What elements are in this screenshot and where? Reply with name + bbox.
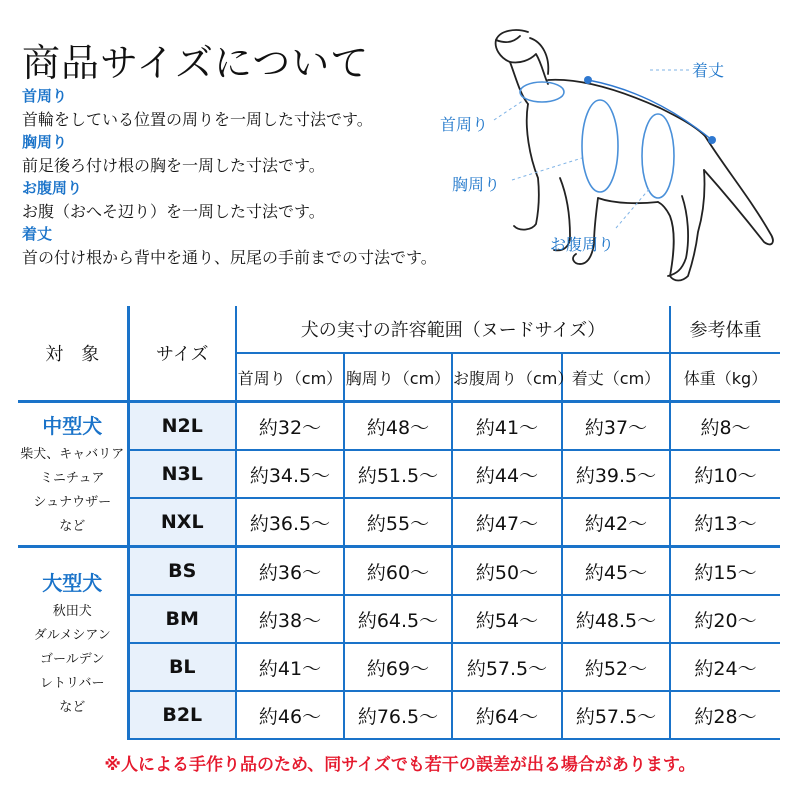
value-cell: 約38〜 [236,595,344,643]
size-cell: BL [128,643,236,691]
value-cell: 約8〜 [670,402,780,451]
header-tolerance: 犬の実寸の許容範囲（ヌードサイズ） [236,306,670,353]
header-size: サイズ [128,306,236,402]
table-row [18,547,780,596]
value-cell: 約37〜 [562,402,670,451]
value-cell: 約28〜 [670,691,780,739]
value-cell: 約76.5〜 [344,691,452,739]
col-belly: お腹周り（cm） [452,353,562,402]
value-cell: 約42〜 [562,498,670,547]
value-cell: 約32〜 [236,402,344,451]
col-length: 着丈（cm） [562,353,670,402]
table-row [18,643,780,691]
value-cell: 約46〜 [236,691,344,739]
size-cell: NXL [128,498,236,547]
table-row [18,402,780,451]
def-text-belly: お腹（おへそ辺り）を一周した寸法です。 [22,202,325,221]
value-cell: 約20〜 [670,595,780,643]
value-cell: 約34.5〜 [236,450,344,498]
col-weight: 体重（kg） [670,353,780,402]
size-cell: N2L [128,402,236,451]
value-cell: 約50〜 [452,547,562,596]
group-medium [18,402,128,547]
value-cell: 約55〜 [344,498,452,547]
value-cell: 約64.5〜 [344,595,452,643]
table-row [18,595,780,643]
value-cell: 約15〜 [670,547,780,596]
def-heading-length: 着丈 [22,225,53,243]
size-cell: BM [128,595,236,643]
group-breed: ミニチュア [39,470,105,486]
value-cell: 約44〜 [452,450,562,498]
size-cell: BS [128,547,236,596]
value-cell: 約10〜 [670,450,780,498]
dog-illustration [420,18,800,298]
label-chest: 胸周り [452,175,501,194]
label-belly: お腹周り [550,235,615,254]
group-breed: ダルメシアン [33,628,111,643]
label-neck: 首周り [440,115,489,134]
group-breed: など [59,700,86,715]
def-text-chest: 前足後ろ付け根の胸を一周した寸法です。 [22,156,325,175]
value-cell: 約64〜 [452,691,562,739]
group-name: 中型犬 [42,413,103,438]
value-cell: 約57.5〜 [452,643,562,691]
value-cell: 約47〜 [452,498,562,547]
value-cell: 約13〜 [670,498,780,547]
table-row [18,450,780,498]
label-length: 着丈 [692,61,725,80]
dog-diagram [420,18,800,298]
value-cell: 約39.5〜 [562,450,670,498]
group-breed: レトリバー [39,676,105,691]
value-cell: 約60〜 [344,547,452,596]
value-cell: 約45〜 [562,547,670,596]
value-cell: 約57.5〜 [562,691,670,739]
value-cell: 約41〜 [236,643,344,691]
value-cell: 約41〜 [452,402,562,451]
group-breed: 柴犬、キャバリア [20,446,125,462]
table-row [18,691,780,739]
size-cell: N3L [128,450,236,498]
size-cell: B2L [128,691,236,739]
value-cell: 約48〜 [344,402,452,451]
size-table [18,306,780,740]
def-heading-belly: お腹周り [22,179,83,197]
header-ref-weight: 参考体重 [689,320,762,341]
value-cell: 約36〜 [236,547,344,596]
group-breed: ゴールデン [40,652,105,667]
table-row [18,498,780,547]
value-cell: 約69〜 [344,643,452,691]
def-heading-neck: 首周り [22,87,68,105]
def-heading-chest: 胸周り [22,133,68,151]
value-cell: 約51.5〜 [344,450,452,498]
col-chest: 胸周り（cm） [344,353,452,402]
value-cell: 約54〜 [452,595,562,643]
value-cell: 約48.5〜 [562,595,670,643]
group-large [18,547,128,740]
group-breed: 秋田犬 [52,604,92,619]
page-title: 商品サイズについて [22,41,370,85]
group-breed: など [59,518,86,534]
value-cell: 約36.5〜 [236,498,344,547]
disclaimer-note: ※人による手作り品のため、同サイズでも若干の誤差が出る場合があります。 [104,755,696,775]
def-text-length: 首の付け根から背中を通り、尻尾の手前までの寸法です。 [22,248,437,267]
group-breed: シュナウザー [33,494,112,510]
value-cell: 約24〜 [670,643,780,691]
header-target: 対 象 [45,344,100,365]
table-header-row [18,306,780,353]
def-text-neck: 首輪をしている位置の周りを一周した寸法です。 [22,110,373,129]
group-name: 大型犬 [42,571,103,595]
value-cell: 約52〜 [562,643,670,691]
col-neck: 首周り（cm） [236,353,344,402]
